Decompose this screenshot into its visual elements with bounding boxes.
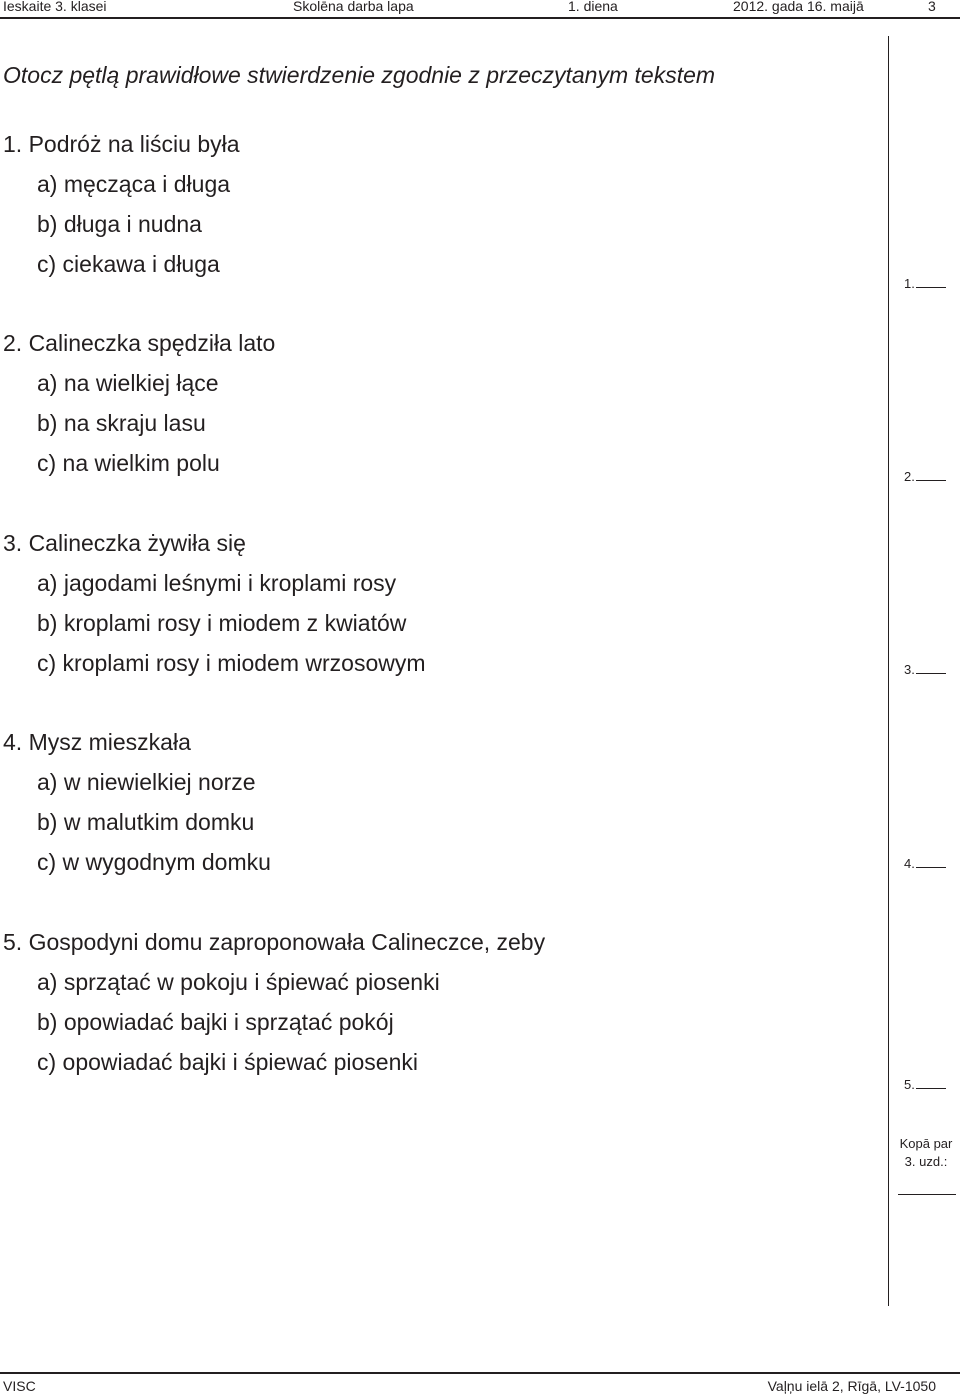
answer-option-a[interactable]: a) jagodami leśnymi i kroplami rosy [37, 570, 397, 596]
score-label: 4. [904, 856, 915, 871]
score-slot-1[interactable] [904, 277, 946, 291]
footer-org: VISC [3, 1378, 36, 1394]
score-label: 5. [904, 1077, 915, 1092]
footer-divider [0, 1372, 960, 1374]
answer-option-c[interactable]: c) opowiadać bajki i śpiewać piosenki [37, 1049, 418, 1075]
score-slot-3[interactable] [904, 663, 946, 677]
question-5 [3, 922, 863, 1082]
score-blank[interactable] [916, 672, 946, 674]
answer-option-c[interactable]: c) ciekawa i długa [37, 251, 220, 277]
total-label-line-2: 3. uzd.: [904, 1154, 948, 1169]
score-label: 2. [904, 469, 915, 484]
answer-option-c[interactable]: c) kroplami rosy i miodem wrzosowym [37, 650, 426, 676]
page-header [0, 0, 960, 18]
header-page-number: 3 [928, 0, 936, 14]
question-stem: 4. Mysz mieszkała [3, 729, 191, 755]
footer-address: Vaļņu ielā 2, Rīgā, LV-1050 [767, 1378, 936, 1394]
answer-option-b[interactable]: b) na skraju lasu [37, 410, 206, 436]
header-day: 1. diena [568, 0, 618, 14]
score-blank[interactable] [916, 866, 946, 868]
question-stem: 1. Podróż na liściu była [3, 131, 240, 157]
question-stem: 2. Calineczka spędziła lato [3, 330, 276, 356]
question-stem: 3. Calineczka żywiła się [3, 530, 246, 556]
answer-option-a[interactable]: a) męcząca i długa [37, 171, 231, 197]
header-date: 2012. gada 16. maijā [733, 0, 864, 14]
question-1 [3, 124, 863, 284]
answer-option-a[interactable]: a) sprzątać w pokoju i śpiewać piosenki [37, 969, 440, 995]
score-slot-4[interactable] [904, 857, 946, 871]
score-label: 1. [904, 276, 915, 291]
score-slot-5[interactable] [904, 1078, 946, 1092]
header-divider [0, 17, 960, 19]
answer-option-a[interactable]: a) w niewielkiej norze [37, 769, 256, 795]
answer-option-b[interactable]: b) kroplami rosy i miodem z kwiatów [37, 610, 407, 636]
header-exam: Ieskaite 3. klasei [3, 0, 107, 14]
score-blank[interactable] [916, 479, 946, 481]
answer-option-b[interactable]: b) opowiadać bajki i sprzątać pokój [37, 1009, 394, 1035]
question-4 [3, 722, 863, 882]
question-3 [3, 523, 863, 683]
answer-option-c[interactable]: c) na wielkim polu [37, 450, 220, 476]
question-2 [3, 323, 863, 483]
total-score-label [892, 1135, 960, 1171]
score-blank[interactable] [916, 1087, 946, 1089]
answer-option-a[interactable]: a) na wielkiej łące [37, 370, 219, 396]
score-label: 3. [904, 662, 915, 677]
score-blank[interactable] [916, 286, 946, 288]
score-column-divider [888, 36, 889, 1306]
answer-option-b[interactable]: b) w malutkim domku [37, 809, 255, 835]
answer-option-c[interactable]: c) w wygodnym domku [37, 849, 271, 875]
total-score-blank[interactable] [898, 1194, 956, 1195]
answer-option-b[interactable]: b) długa i nudna [37, 211, 202, 237]
header-type: Skolēna darba lapa [293, 0, 414, 14]
score-slot-2[interactable] [904, 470, 946, 484]
task-instruction: Otocz pętlą prawidłowe stwierdzenie zgodnie z przeczytanym tekstem [3, 62, 716, 88]
total-label-line-1: Kopā par [899, 1136, 953, 1151]
question-stem: 5. Gospodyni domu zaproponowała Calineczce, zeby [3, 929, 546, 955]
